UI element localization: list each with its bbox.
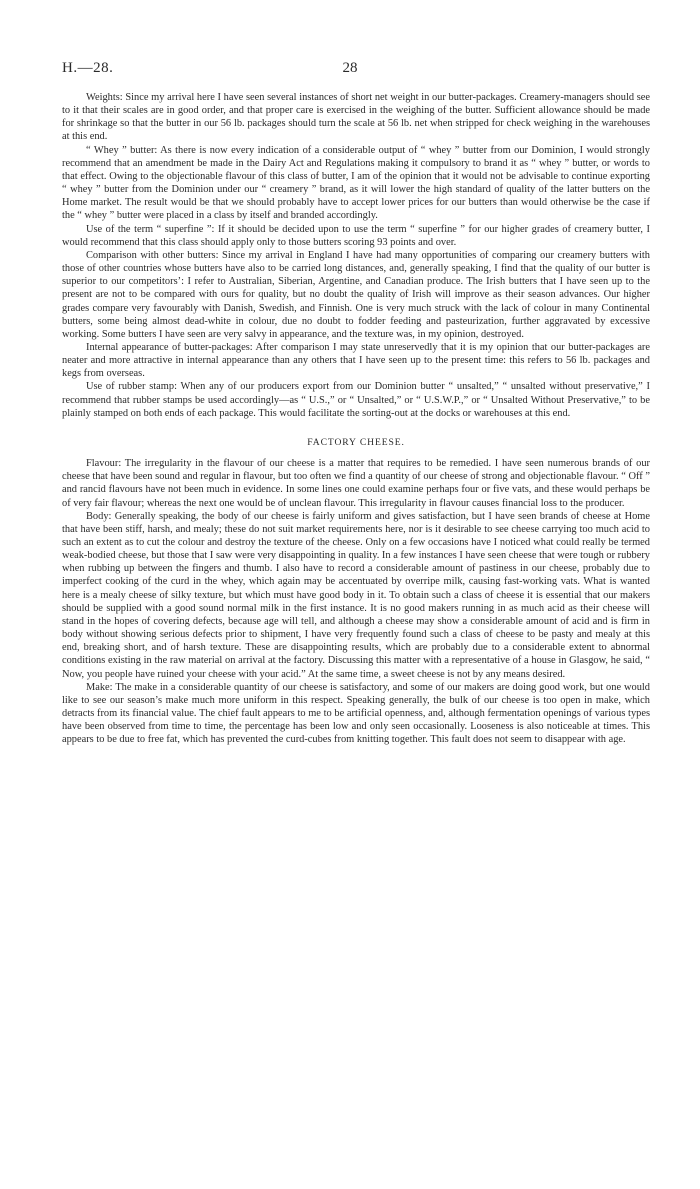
butter-section (62, 91, 650, 420)
paragraph-internal-appearance: Internal appearance of butter-packages: After comparison I may state unreservedly that it is my opinion that our butter-packages are neater and more attractive in internal appearance than any others that I have seen up to the present time: this refers to 56 lb. packages and kegs from overseas. (62, 341, 650, 380)
paragraph-make: Make: The make in a considerable quantity of our cheese is satisfactory, and some of our makers are doing good work, but one would like to see our season’s make much more uniform in this respect. Speaking generally, the bulk of our cheese is too open in make, which detracts from its financial value. The chief fault appears to me to be artificial openness, and, although fermentation openings of various types have been observed from time to time, the percentage has been low and only seen occasionally. Looseness is also noticeable at times. This appears to be due to free fat, which has prevented the curd-cubes from knitting together. This fault does not seem to disappear with age. (62, 681, 650, 746)
page-number: 28 (342, 60, 358, 76)
body-text (62, 91, 650, 747)
paragraph-rubber-stamp: Use of rubber stamp: When any of our producers export from our Dominion butter “ unsalted,” “ unsalted without preservative,” I recommend that rubber stamps be used accordingly—as “ U.S.,” or “ Unsalted,” or “ U.S.W.P.,” or “ Unsalted Without Preservative,” to be plainly stamped on both ends of each package. This would facilitate the sorting-out at the docks or warehouses at this end. (62, 381, 650, 419)
paragraph-comparison: Comparison with other butters: Since my arrival in England I have had many opportunities of comparing our creamery butters with those of other countries whose butters have also to be carried long distances, and, generally speaking, I find that the quality of our butter is superior to our competitors’: I refer to Australian, Siberian, Argentine, and Canadian produce. The Irish butters that I have seen up to the present are not to be compared with ours for quality, but no doubt the quality of Irish will improve as their season advances. Our higher grades compare very favourably with Danish, Swedish, and Finnish. One is very much struck with the lack of colour in many Continental butters, some being almost dead-white in colour, due no doubt to fodder feeding and pasteurization, further aggravated by excessive working. Some butters I have seen are very salvy in appearance, and the texture was, in my opinion, destroyed. (62, 249, 650, 340)
section-heading-factory-cheese: FACTORY CHEESE. (307, 436, 405, 448)
paragraph-whey-butter: “ Whey ” butter: As there is now every indication of a considerable output of “ whey ” butter from our Dominion, I would strongly recommend that an amendment be made in the Dairy Act and Regulations making it compulsory to brand it as “ whey ” butter, or words to that effect. Owing to the objectionable flavour of this class of butter, I am of the opinion that it would not be advisable to continue exporting “ whey ” butter from the Dominion under our “ creamery ” brand, as it will lower the high standard of quality of the latter butters on the Home market. The result would be that we should probably have to accept lower prices for our butters than would otherwise be the case if the “ whey ” butter were placed in a class by itself and branded accordingly. (62, 144, 650, 222)
paragraph-flavour: Flavour: The irregularity in the flavour of our cheese is a matter that requires to be remedied. I have seen numerous brands of our cheese that have been sound and regular in flavour, but too often we find a quantity of our cheese of strong and objectionable flavour. “ Off ” and rancid flavours have not been much in evidence. In some lines one could examine perhaps four or five vats, and these would perhaps be of very fair flavour; whereas the next one would be of unclean flavour. This irregularity in flavour causes financial loss to the producer. (62, 458, 650, 509)
paragraph-body: Body: Generally speaking, the body of our cheese is fairly uniform and gives satisfaction, but I have seen brands of cheese at Home that have been stiff, harsh, and mealy; these do not suit market requirements here, nor is it desirable to see cheese carrying too much acid to such an extent as to cut the colour and destroy the texture of the cheese. Only on a few occasions have I noticed what could really be termed weak-bodied cheese, but those that I saw were very disappointing in quality. In a few instances I have seen cheese that were tough or rubbery when rubbing up between the fingers and thumb. I also have to record a considerable amount of pastiness in our cheese, probably due to imperfect cooking of the curd in the whey, which again may be accentuated by overripe milk, causing fast-working vats. What is wanted here is a mealy cheese of silky texture, but which must have good body in it. To obtain such a class of cheese it is essential that our makers should be supplied with a good sound normal milk in the first instance. It is no good makers running in as much acid as their cheese will stand in the hopes of covering defects, because age will tell, and although a cheese may show a considerable amount of acid and is firm in body without showing serious defects prior to shipment, I have very frequently found such a class of cheese to be pasty and mealy at this end, breaking short, and of harsh texture. These are disappointing results, which are probably due to a considerable extent to abnormal conditions existing in the raw material on arrival at the factory. Discussing this matter with a representative of a house in Glasgow, he said, “ Now, you people have ruined your cheese with your acid.” At the same time, a sweet cheese is not by any means desired. (62, 510, 650, 680)
paragraph-superfine: Use of the term “ superfine ”: If it should be decided upon to use the term “ superfine ” for our higher grades of creamery butter, I would recommend that this class should apply only to those butters scoring 93 points and over. (62, 223, 650, 248)
report-reference: H.—28. (62, 60, 114, 76)
cheese-section (62, 457, 650, 746)
paragraph-weights: Weights: Since my arrival here I have seen several instances of short net weight in our butter-packages. Creamery-managers should see to it that their scales are in good order, and that proper care is exercised in the weighing of the butter. Sufficient allowance should be made for shrinkage so that the butter in our 56 lb. packages should turn the scale at 56 lb. net when stripped for check weighing in the warehouses at this end. (62, 92, 650, 143)
